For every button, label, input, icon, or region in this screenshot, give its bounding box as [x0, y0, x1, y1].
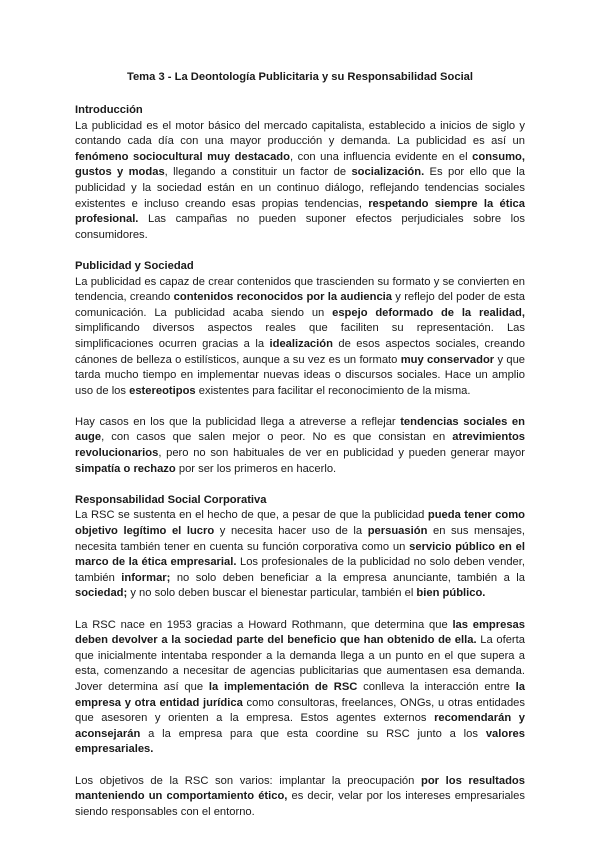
bold-run: sociedad;: [75, 587, 128, 600]
text-run: La publicidad es capaz de crear contenidos que trascienden su formato y se convierten en tendencia, creando: [75, 275, 525, 304]
text-run: Los profesionales de la publicidad no solo deben vender, también: [75, 556, 525, 584]
text-run: , con casos que salen mejor o peor. No es que consistan en: [101, 431, 453, 444]
document-title: Tema 3 - La Deontología Publicitaria y su Responsabilidad Social: [126, 71, 474, 83]
bold-run: muy conservador: [400, 353, 495, 366]
section-heading: Responsabilidad Social Corporativa: [75, 493, 267, 506]
paragraph-gap: [75, 477, 525, 493]
bold-run: bien público.: [416, 587, 486, 600]
bold-run: simpatía o rechazo: [75, 462, 176, 475]
text-run: existentes para facilitar el reconocimiento de la misma.: [195, 384, 471, 397]
paragraph-gap: [75, 602, 525, 618]
bold-run: recomendarán y aconsejarán: [75, 712, 525, 740]
bold-run: respetando siempre la ética profesional.: [75, 197, 525, 226]
text-run: de esos aspectos sociales, creando cánones de belleza o estilísticos, aunque a su vez es un formato: [75, 337, 525, 366]
paragraph-gap: [75, 243, 525, 259]
paragraph: [75, 508, 525, 602]
paragraph-gap: [75, 758, 525, 774]
paragraph: [75, 275, 525, 400]
text-run: es decir, velar por los intereses empresariales siendo responsables con el entorno.: [75, 790, 525, 818]
bold-run: persuasión: [367, 525, 428, 538]
text-run: La RSC nace en 1953 gracias a Howard Rothmann, que determina que: [75, 618, 453, 631]
bold-run: la empresa y otra entidad jurídica: [75, 680, 525, 709]
text-run: Es por ello que la publicidad y la sociedad están en un continuo diálogo, reflejando tendencias sociales existentes e incluso creando esas propias tendencias,: [75, 166, 526, 210]
text-run: La publicidad es el motor básico del mercado capitalista, establecido a inicios de siglo y contando cada día con una mayor producción y demanda. La publicidad es así un: [75, 119, 525, 148]
bold-run: socialización.: [351, 166, 425, 179]
document-body: [75, 103, 525, 820]
text-run: conlleva la interacción entre: [357, 680, 516, 693]
bold-run: contenidos reconocidos por la audiencia: [173, 291, 392, 304]
bold-run: consumo, gustos y modas: [75, 150, 525, 179]
bold-run: pueda tener como objetivo legítimo el lucro: [75, 509, 525, 538]
text-run: , pero no son habituales de ver en publicidad y pueden generar mayor: [158, 447, 525, 460]
bold-run: valores empresariales.: [75, 727, 525, 756]
bold-run: estereotipos: [129, 384, 196, 397]
text-run: y que tarda mucho tiempo en implementar nuevas ideas o discursos sociales. Hace un amplio uso de los: [75, 353, 526, 397]
bold-run: las empresas deben devolver a la sociedad parte del beneficio que han obtenido de ella.: [75, 618, 525, 647]
text-run: y reflejo del poder de esta comunicación. La publicidad acaba siendo un: [75, 291, 525, 319]
text-run: como consultoras, freelances, ONGs, u otras entidades que asesoren y orienten a la empresa. Estos agentes externos: [75, 696, 525, 725]
paragraph: [75, 774, 525, 821]
text-run: La RSC se sustenta en el hecho de que, a pesar de que la publicidad: [75, 509, 428, 522]
bold-run: atrevimientos revolucionarios: [75, 431, 525, 460]
bold-run: por los resultados manteniendo un comportamiento ético,: [75, 774, 525, 803]
text-run: y necesita hacer uso de la: [214, 525, 368, 538]
text-run: a la empresa para que esta coordine su RSC junto a los: [140, 727, 486, 740]
text-run: simplificando diversos aspectos reales que faciliten su representación. Las simplificaciones ocurren gracias a la: [75, 322, 525, 350]
paragraph-gap: [75, 399, 525, 415]
text-run: Los objetivos de la RSC son varios: implantar la preocupación: [75, 774, 421, 787]
bold-run: espejo deformado de la realidad,: [332, 306, 525, 319]
bold-run: fenómeno sociocultural muy destacado: [75, 150, 290, 163]
text-run: Las campañas no pueden suponer efectos perjudiciales sobre los consumidores.: [75, 213, 525, 241]
paragraph: [75, 415, 525, 477]
text-run: en sus mensajes, necesita también tener en cuenta su función corporativa como un: [75, 525, 525, 553]
section-heading: Introducción: [75, 104, 143, 116]
paragraph: [75, 618, 525, 758]
text-run: y no solo deben buscar el bienestar particular, también el: [127, 587, 417, 600]
text-run: no solo deben beneficiar a la empresa anunciante, también a la: [170, 571, 525, 584]
text-run: , llegando a constituir un factor de: [164, 166, 352, 179]
paragraph: [75, 119, 525, 244]
text-run: La oferta que inicialmente intentaba responder a la demanda llega a un punto en el que supera a esta, comenzando a necesitar de agencias publicitarias que aumentasen esa demanda. Jover determina así que: [75, 634, 525, 693]
bold-run: tendencias sociales en auge: [75, 415, 525, 444]
section-heading: Publicidad y Sociedad: [75, 259, 194, 272]
bold-run: idealización: [269, 337, 333, 350]
bold-run: servicio público en el marco de la ética empresarial.: [75, 540, 525, 569]
bold-run: informar;: [121, 571, 171, 584]
text-run: por ser los primeros en hacerlo.: [175, 462, 337, 475]
text-run: Hay casos en los que la publicidad llega a atreverse a reflejar: [75, 415, 401, 428]
bold-run: la implementación de RSC: [208, 680, 358, 693]
text-run: , con una influencia evidente en el: [289, 150, 473, 163]
